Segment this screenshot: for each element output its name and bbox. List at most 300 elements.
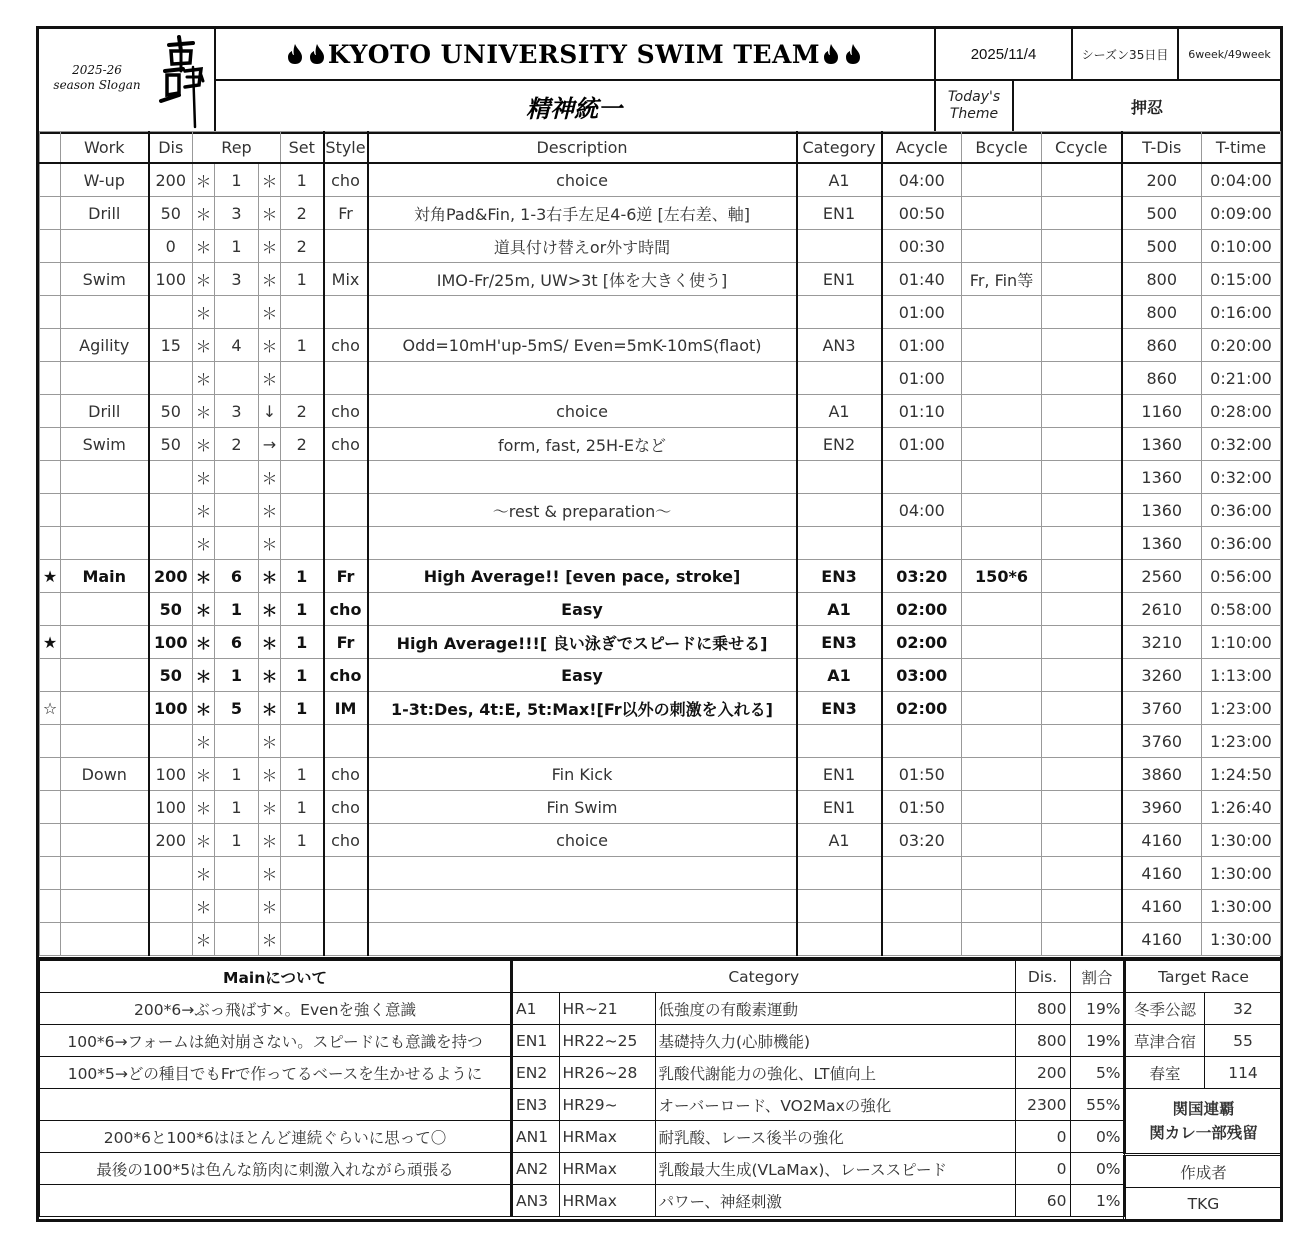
col-tdis: T-Dis: [1122, 132, 1202, 164]
tdis-cell: 2610: [1122, 593, 1202, 626]
season-week: 6week/49week: [1179, 29, 1280, 81]
tdis-cell: 3860: [1122, 758, 1202, 791]
description-cell: [368, 296, 797, 329]
op-cell: ＊: [259, 626, 281, 659]
op-cell: ＊: [259, 725, 281, 758]
ccycle-cell: [1042, 362, 1122, 395]
acycle-cell: 01:00: [882, 362, 962, 395]
work-cell: [61, 593, 149, 626]
op-cell: ＊: [193, 461, 215, 494]
category-description: オーバーロード、VO2Maxの強化: [655, 1089, 1015, 1121]
star-filled-icon: ★: [40, 560, 61, 593]
op-cell: ＊: [193, 329, 215, 362]
slogan-calligraphy-icon: [157, 31, 207, 129]
acycle-cell: 04:00: [882, 494, 962, 527]
set-cell: 1: [281, 263, 324, 296]
tdis-cell: 1360: [1122, 428, 1202, 461]
bcycle-cell: [962, 329, 1042, 362]
col-category: Category: [797, 132, 882, 164]
dis-cell: 200: [149, 560, 193, 593]
ttime-cell: 0:04:00: [1202, 163, 1281, 197]
category-cell: EN1: [797, 758, 882, 791]
bcycle-cell: [962, 230, 1042, 263]
category-summary: [511, 960, 1125, 1217]
team-title: [214, 29, 936, 81]
description-cell: High Average!! [even pace, stroke]: [368, 560, 797, 593]
style-cell: cho: [324, 395, 368, 428]
table-row: [40, 263, 1281, 296]
ttime-cell: 1:13:00: [1202, 659, 1281, 692]
work-cell: [61, 824, 149, 857]
tdis-cell: 1360: [1122, 494, 1202, 527]
work-cell: [61, 923, 149, 956]
ttime-cell: 1:23:00: [1202, 692, 1281, 725]
op-cell: ＊: [259, 758, 281, 791]
bcycle-cell: [962, 923, 1042, 956]
work-cell: Swim: [61, 428, 149, 461]
op-cell: ＊: [259, 659, 281, 692]
category-row: [512, 1185, 1124, 1217]
note-line: [40, 1089, 511, 1121]
bcycle-cell: [962, 461, 1042, 494]
rep-cell: 5: [215, 692, 259, 725]
style-cell: [324, 461, 368, 494]
table-row: [40, 395, 1281, 428]
op-cell: ＊: [193, 725, 215, 758]
bcycle-cell: Fr, Fin等: [962, 263, 1042, 296]
description-cell: 道具付け替えor外す時間: [368, 230, 797, 263]
category-code: EN1: [512, 1025, 559, 1057]
set-cell: 1: [281, 758, 324, 791]
col-style: Style: [324, 132, 368, 164]
dis-cell: [149, 890, 193, 923]
tdis-cell: 3210: [1122, 626, 1202, 659]
ccycle-cell: [1042, 461, 1122, 494]
ccycle-cell: [1042, 494, 1122, 527]
flame-icon: [823, 43, 839, 65]
category-cell: [797, 461, 882, 494]
category-cell: EN1: [797, 791, 882, 824]
practice-date: 2025/11/4: [936, 29, 1073, 81]
style-cell: Fr: [324, 197, 368, 230]
category-ratio: 1%: [1070, 1185, 1124, 1217]
set-cell: 1: [281, 163, 324, 197]
rep-cell: 4: [215, 329, 259, 362]
description-cell: [368, 527, 797, 560]
category-cell: A1: [797, 395, 882, 428]
tdis-cell: 500: [1122, 230, 1202, 263]
category-ratio: 5%: [1070, 1057, 1124, 1089]
tdis-cell: 800: [1122, 296, 1202, 329]
bcycle-cell: [962, 163, 1042, 197]
race-days: 55: [1205, 1025, 1282, 1057]
description-cell: Odd=10mH'up-5mS/ Even=5mK-10mS(flaot): [368, 329, 797, 362]
op-cell: ＊: [259, 560, 281, 593]
bcycle-cell: [962, 692, 1042, 725]
acycle-cell: 01:40: [882, 263, 962, 296]
description-cell: Easy: [368, 593, 797, 626]
acycle-cell: 02:00: [882, 626, 962, 659]
ttime-cell: 1:30:00: [1202, 857, 1281, 890]
dis-cell: 200: [149, 163, 193, 197]
dis-cell: 0: [149, 230, 193, 263]
dis-cell: 200: [149, 824, 193, 857]
rep-cell: [215, 296, 259, 329]
rep-cell: 6: [215, 626, 259, 659]
summary-section: [39, 957, 1280, 1222]
ttime-cell: 0:20:00: [1202, 329, 1281, 362]
flame-icon: [287, 43, 303, 65]
ccycle-cell: [1042, 395, 1122, 428]
set-cell: [281, 461, 324, 494]
style-cell: [324, 230, 368, 263]
race-name: 春室: [1125, 1057, 1205, 1089]
category-cell: [797, 494, 882, 527]
dis-cell: 100: [149, 692, 193, 725]
op-cell: ＊: [259, 692, 281, 725]
op-cell: ＊: [193, 692, 215, 725]
style-cell: [324, 857, 368, 890]
set-cell: [281, 527, 324, 560]
note-line: 100*5→どの種目でもFrで作ってるベースを生かせるように: [40, 1057, 511, 1089]
category-code: EN2: [512, 1057, 559, 1089]
op-cell: ＊: [259, 923, 281, 956]
work-cell: [61, 791, 149, 824]
ttime-cell: 0:32:00: [1202, 428, 1281, 461]
dis-cell: [149, 527, 193, 560]
ttime-cell: 1:24:50: [1202, 758, 1281, 791]
category-distance: 2300: [1015, 1089, 1070, 1121]
ttime-cell: 0:21:00: [1202, 362, 1281, 395]
note-line: 最後の100*5は色んな筋肉に刺激入れながら頑張る: [40, 1153, 511, 1185]
description-cell: Fin Kick: [368, 758, 797, 791]
description-cell: [368, 725, 797, 758]
work-cell: [61, 857, 149, 890]
set-cell: 1: [281, 824, 324, 857]
ccycle-cell: [1042, 527, 1122, 560]
rep-cell: 1: [215, 230, 259, 263]
rep-cell: [215, 494, 259, 527]
set-cell: 2: [281, 197, 324, 230]
ttime-cell: 0:36:00: [1202, 494, 1281, 527]
category-description: 低強度の有酸素運動: [655, 993, 1015, 1025]
op-cell: ＊: [193, 163, 215, 197]
acycle-cell: 01:00: [882, 428, 962, 461]
description-cell: IMO-Fr/25m, UW>3t [体を大きく使う]: [368, 263, 797, 296]
op-cell: ＊: [259, 197, 281, 230]
table-row: [40, 461, 1281, 494]
op-cell: ＊: [193, 428, 215, 461]
tdis-cell: 1160: [1122, 395, 1202, 428]
op-cell: ＊: [193, 890, 215, 923]
table-row: [40, 197, 1281, 230]
style-cell: [324, 923, 368, 956]
author-label: 作成者: [1125, 1155, 1282, 1188]
rep-cell: 3: [215, 197, 259, 230]
table-row: [40, 758, 1281, 791]
op-cell: ＊: [259, 263, 281, 296]
op-cell: ＊: [193, 626, 215, 659]
tdis-cell: 4160: [1122, 824, 1202, 857]
style-cell: cho: [324, 659, 368, 692]
heart-rate-range: HRMax: [559, 1185, 655, 1217]
bcycle-cell: 150*6: [962, 560, 1042, 593]
table-row: [40, 329, 1281, 362]
set-cell: [281, 923, 324, 956]
set-cell: 1: [281, 659, 324, 692]
dis-cell: [149, 461, 193, 494]
style-cell: [324, 890, 368, 923]
description-cell: form, fast, 25H-Eなど: [368, 428, 797, 461]
dis-header: Dis.: [1015, 961, 1070, 993]
acycle-cell: 01:50: [882, 758, 962, 791]
category-distance: 200: [1015, 1057, 1070, 1089]
ttime-cell: 0:16:00: [1202, 296, 1281, 329]
row-mark: [40, 527, 61, 560]
acycle-cell: 00:30: [882, 230, 962, 263]
practice-sheet: [36, 26, 1283, 1222]
acycle-cell: [882, 461, 962, 494]
table-row: [40, 824, 1281, 857]
ttime-cell: 0:36:00: [1202, 527, 1281, 560]
work-cell: [61, 296, 149, 329]
op-cell: ＊: [259, 593, 281, 626]
slogan-label: season Slogan: [53, 78, 141, 92]
category-cell: EN3: [797, 560, 882, 593]
ttime-cell: 0:32:00: [1202, 461, 1281, 494]
ttime-cell: 0:28:00: [1202, 395, 1281, 428]
ccycle-cell: [1042, 263, 1122, 296]
table-row: [40, 857, 1281, 890]
dis-cell: [149, 725, 193, 758]
description-cell: [368, 890, 797, 923]
category-description: 乳酸最大生成(VLaMax)、レーススピード: [655, 1153, 1015, 1185]
acycle-cell: [882, 890, 962, 923]
team-title-text: KYOTO UNIVERSITY SWIM TEAM: [327, 39, 821, 69]
op-cell: ＊: [259, 890, 281, 923]
category-row: [512, 1025, 1124, 1057]
work-cell: Agility: [61, 329, 149, 362]
ccycle-cell: [1042, 824, 1122, 857]
work-cell: Drill: [61, 197, 149, 230]
description-cell: ～rest & preparation～: [368, 494, 797, 527]
ttime-cell: 1:10:00: [1202, 626, 1281, 659]
dis-cell: 100: [149, 626, 193, 659]
row-mark: [40, 461, 61, 494]
row-mark: [40, 163, 61, 197]
op-cell: ＊: [259, 527, 281, 560]
category-code: AN3: [512, 1185, 559, 1217]
dis-cell: 50: [149, 197, 193, 230]
work-cell: Down: [61, 758, 149, 791]
rep-cell: [215, 890, 259, 923]
ttime-cell: 1:26:40: [1202, 791, 1281, 824]
acycle-cell: 04:00: [882, 163, 962, 197]
style-cell: [324, 527, 368, 560]
category-distance: 0: [1015, 1121, 1070, 1153]
rep-cell: 3: [215, 263, 259, 296]
heart-rate-range: HR22~25: [559, 1025, 655, 1057]
category-cell: EN1: [797, 263, 882, 296]
table-row: [40, 692, 1281, 725]
tdis-cell: 3260: [1122, 659, 1202, 692]
ratio-header: 割合: [1070, 961, 1124, 993]
work-cell: [61, 494, 149, 527]
ccycle-cell: [1042, 593, 1122, 626]
workout-table: [39, 131, 1280, 956]
acycle-cell: 01:00: [882, 329, 962, 362]
description-cell: Easy: [368, 659, 797, 692]
row-mark: [40, 263, 61, 296]
rep-cell: 1: [215, 824, 259, 857]
row-mark: [40, 593, 61, 626]
target-race-title: Target Race: [1125, 961, 1282, 993]
ttime-cell: 1:30:00: [1202, 890, 1281, 923]
set-cell: 1: [281, 791, 324, 824]
ccycle-cell: [1042, 560, 1122, 593]
category-ratio: 19%: [1070, 1025, 1124, 1057]
table-row: [40, 230, 1281, 263]
rep-cell: [215, 362, 259, 395]
note-line: [40, 1185, 511, 1217]
description-cell: [368, 461, 797, 494]
heart-rate-range: HR29~: [559, 1089, 655, 1121]
row-mark: [40, 230, 61, 263]
row-mark: [40, 197, 61, 230]
star-outline-icon: ☆: [40, 692, 61, 725]
style-cell: Fr: [324, 626, 368, 659]
op-cell: →: [259, 428, 281, 461]
rep-cell: [215, 857, 259, 890]
rep-cell: 1: [215, 758, 259, 791]
op-cell: ＊: [193, 758, 215, 791]
set-cell: [281, 725, 324, 758]
note-line: 200*6と100*6はほとんど連続ぐらいに思って〇: [40, 1121, 511, 1153]
table-row: [40, 163, 1281, 197]
style-cell: cho: [324, 329, 368, 362]
description-cell: 1-3t:Des, 4t:E, 5t:Max![Fr以外の刺激を入れる]: [368, 692, 797, 725]
bcycle-cell: [962, 527, 1042, 560]
main-notes: [39, 960, 511, 1217]
work-cell: W-up: [61, 163, 149, 197]
dis-cell: 15: [149, 329, 193, 362]
tdis-cell: 1360: [1122, 527, 1202, 560]
table-row: [40, 494, 1281, 527]
table-row: [40, 362, 1281, 395]
table-row: [40, 923, 1281, 956]
dis-cell: 50: [149, 395, 193, 428]
ccycle-cell: [1042, 163, 1122, 197]
acycle-cell: 03:20: [882, 560, 962, 593]
row-mark: [40, 890, 61, 923]
style-cell: cho: [324, 791, 368, 824]
op-cell: ＊: [193, 197, 215, 230]
category-cell: [797, 923, 882, 956]
tdis-cell: 4160: [1122, 857, 1202, 890]
rep-cell: [215, 461, 259, 494]
ccycle-cell: [1042, 626, 1122, 659]
rep-cell: [215, 725, 259, 758]
ttime-cell: 0:58:00: [1202, 593, 1281, 626]
acycle-cell: 03:20: [882, 824, 962, 857]
tdis-cell: 4160: [1122, 890, 1202, 923]
col-ttime: T-time: [1202, 132, 1281, 164]
category-cell: EN1: [797, 197, 882, 230]
category-description: パワー、神経刺激: [655, 1185, 1015, 1217]
category-row: [512, 1057, 1124, 1089]
set-cell: 2: [281, 428, 324, 461]
row-mark: [40, 395, 61, 428]
op-cell: ＊: [259, 791, 281, 824]
acycle-cell: 01:50: [882, 791, 962, 824]
table-row: [40, 527, 1281, 560]
todays-theme-value: 押忍: [1130, 97, 1163, 117]
category-cell: [797, 527, 882, 560]
set-cell: [281, 362, 324, 395]
dis-cell: 100: [149, 758, 193, 791]
dis-cell: [149, 296, 193, 329]
ttime-cell: 1:30:00: [1202, 923, 1281, 956]
description-cell: High Average!!![ 良い泳ぎでスピードに乗せる]: [368, 626, 797, 659]
season-slogan: [39, 29, 216, 131]
style-cell: [324, 362, 368, 395]
category-cell: [797, 857, 882, 890]
ttime-cell: 0:15:00: [1202, 263, 1281, 296]
bcycle-cell: [962, 659, 1042, 692]
col-set: Set: [281, 132, 324, 164]
category-description: 耐乳酸、レース後半の強化: [655, 1121, 1015, 1153]
dis-cell: [149, 923, 193, 956]
ccycle-cell: [1042, 758, 1122, 791]
slogan-year: 2025-26: [72, 63, 122, 77]
op-cell: ＊: [259, 461, 281, 494]
bcycle-cell: [962, 890, 1042, 923]
op-cell: ＊: [193, 923, 215, 956]
table-row: [40, 890, 1281, 923]
description-cell: Fin Swim: [368, 791, 797, 824]
bcycle-cell: [962, 296, 1042, 329]
bcycle-cell: [962, 626, 1042, 659]
bcycle-cell: [962, 791, 1042, 824]
style-cell: [324, 296, 368, 329]
op-cell: ＊: [193, 263, 215, 296]
slogan-theme: 精神統一: [214, 81, 936, 131]
set-cell: 1: [281, 329, 324, 362]
dis-cell: [149, 362, 193, 395]
category-row: [512, 1153, 1124, 1185]
rep-cell: 6: [215, 560, 259, 593]
set-cell: [281, 890, 324, 923]
tdis-cell: 500: [1122, 197, 1202, 230]
category-description: 乳酸代謝能力の強化、LT値向上: [655, 1057, 1015, 1089]
description-cell: [368, 857, 797, 890]
set-cell: 1: [281, 593, 324, 626]
op-cell: ＊: [193, 362, 215, 395]
ccycle-cell: [1042, 857, 1122, 890]
race-name: 冬季公認: [1125, 993, 1205, 1025]
op-cell: ＊: [193, 560, 215, 593]
category-row: [512, 1089, 1124, 1121]
set-cell: 1: [281, 626, 324, 659]
style-cell: IM: [324, 692, 368, 725]
bcycle-cell: [962, 725, 1042, 758]
ttime-cell: 1:23:00: [1202, 725, 1281, 758]
set-cell: 1: [281, 560, 324, 593]
row-mark: [40, 857, 61, 890]
op-cell: ＊: [259, 296, 281, 329]
acycle-cell: 00:50: [882, 197, 962, 230]
col-description: Description: [368, 132, 797, 164]
